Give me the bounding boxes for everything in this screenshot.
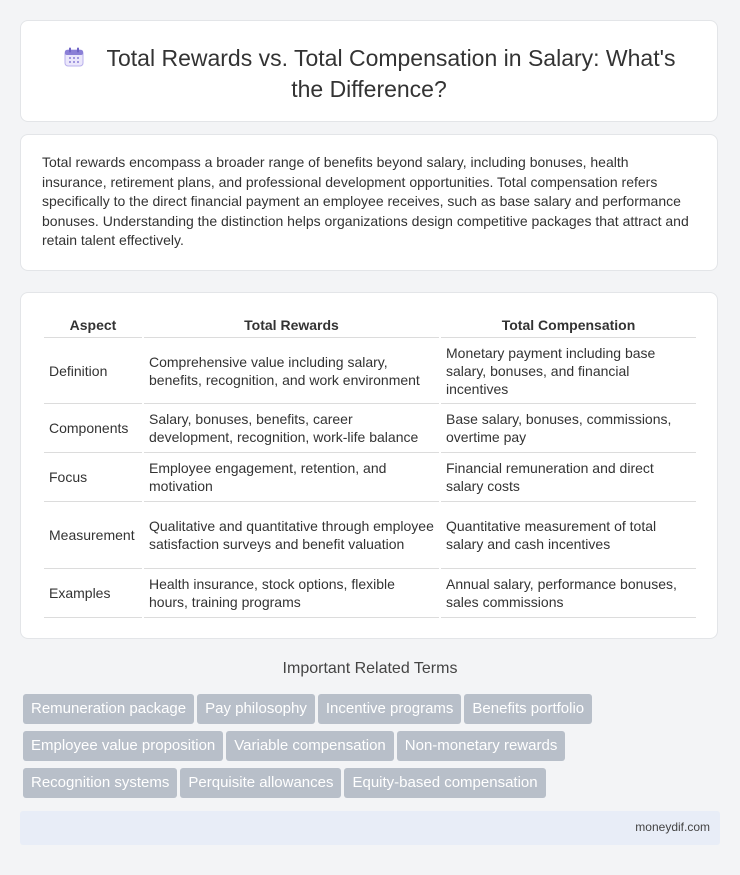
header-total-compensation: Total Compensation bbox=[441, 313, 696, 338]
footer-site-link[interactable]: moneydif.com bbox=[635, 820, 710, 834]
related-terms-tags bbox=[23, 694, 683, 805]
row-total-rewards: Qualitative and quantitative through employee satisfaction surveys and benefit valuation bbox=[144, 502, 439, 569]
tag-non-monetary-rewards[interactable]: Non-monetary rewards bbox=[397, 731, 566, 761]
table-row bbox=[44, 453, 696, 502]
row-total-compensation: Annual salary, performance bonuses, sales commissions bbox=[441, 569, 696, 618]
table-row bbox=[44, 502, 696, 569]
intro-paragraph: Total rewards encompass a broader range of benefits beyond salary, including bonuses, health insurance, retirement plans, and professional development opportunities. Total compensation refers specifically to the direct financial payment an employee receives, such as base salary and performance bonuses. Understanding the distinction helps organizations design competitive packages that attract and retain talent effectively. bbox=[42, 154, 689, 249]
header-total-rewards: Total Rewards bbox=[144, 313, 439, 338]
row-aspect: Definition bbox=[44, 338, 142, 404]
page-title-text: Total Rewards vs. Total Compensation in Salary: What's the Difference? bbox=[106, 45, 676, 102]
row-aspect: Examples bbox=[44, 569, 142, 618]
row-total-rewards: Salary, bonuses, benefits, career development, recognition, work-life balance bbox=[144, 404, 439, 453]
row-total-compensation: Base salary, bonuses, commissions, overtime pay bbox=[441, 404, 696, 453]
row-total-compensation: Quantitative measurement of total salary and cash incentives bbox=[441, 502, 696, 569]
comparison-table bbox=[42, 313, 698, 618]
calendar-icon bbox=[63, 46, 85, 68]
table-row bbox=[44, 569, 696, 618]
header-aspect: Aspect bbox=[44, 313, 142, 338]
page-title bbox=[51, 43, 687, 105]
table-row bbox=[44, 404, 696, 453]
row-total-compensation: Monetary payment including base salary, bonuses, and financial incentives bbox=[441, 338, 696, 404]
tag-perquisite-allowances[interactable]: Perquisite allowances bbox=[180, 768, 341, 798]
tag-incentive-programs[interactable]: Incentive programs bbox=[318, 694, 462, 724]
footer-bar bbox=[20, 811, 720, 845]
row-total-rewards: Health insurance, stock options, flexible hours, training programs bbox=[144, 569, 439, 618]
tag-remuneration-package[interactable]: Remuneration package bbox=[23, 694, 194, 724]
header-card bbox=[20, 20, 718, 122]
table-row bbox=[44, 338, 696, 404]
row-total-rewards: Employee engagement, retention, and motivation bbox=[144, 453, 439, 502]
row-total-compensation: Financial remuneration and direct salary costs bbox=[441, 453, 696, 502]
row-aspect: Components bbox=[44, 404, 142, 453]
row-aspect: Measurement bbox=[44, 502, 142, 569]
intro-card bbox=[20, 134, 718, 271]
row-aspect: Focus bbox=[44, 453, 142, 502]
tag-employee-value-proposition[interactable]: Employee value proposition bbox=[23, 731, 223, 761]
table-header-row bbox=[44, 313, 696, 338]
comparison-card bbox=[20, 292, 718, 639]
tag-pay-philosophy[interactable]: Pay philosophy bbox=[197, 694, 315, 724]
related-terms-heading: Important Related Terms bbox=[282, 660, 458, 677]
tag-benefits-portfolio[interactable]: Benefits portfolio bbox=[464, 694, 592, 724]
tag-variable-compensation[interactable]: Variable compensation bbox=[226, 731, 393, 761]
row-total-rewards: Comprehensive value including salary, benefits, recognition, and work environment bbox=[144, 338, 439, 404]
tag-equity-based-compensation[interactable]: Equity-based compensation bbox=[344, 768, 545, 798]
tag-recognition-systems[interactable]: Recognition systems bbox=[23, 768, 177, 798]
title-wrap bbox=[51, 43, 687, 105]
